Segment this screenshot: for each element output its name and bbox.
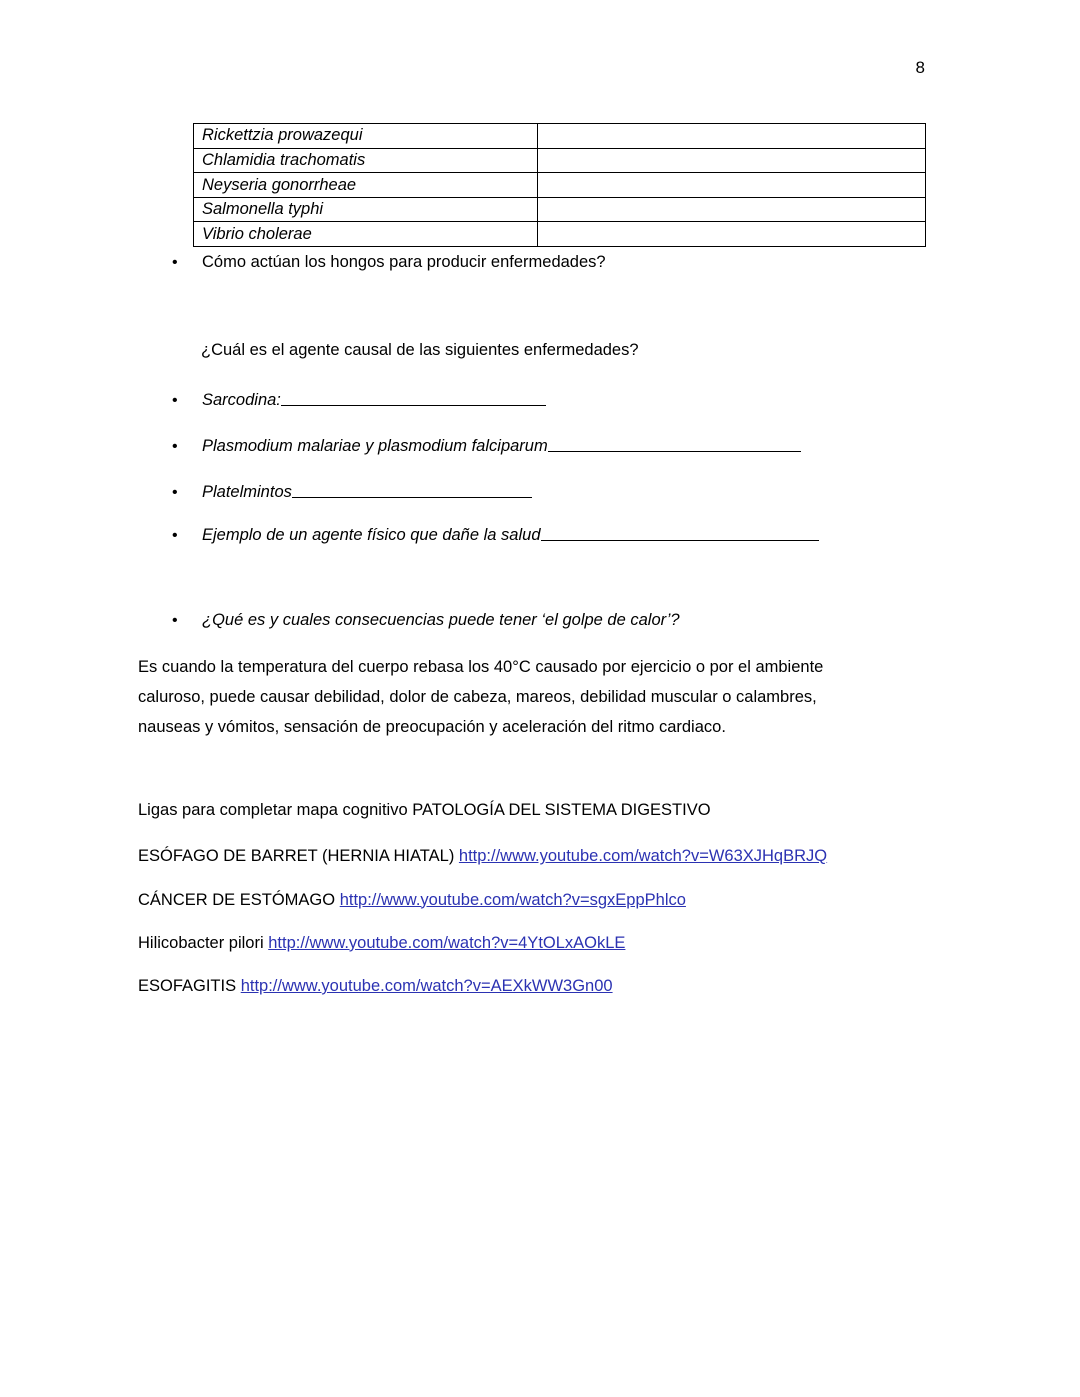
fill-in-label: Ejemplo de un agente físico que dañe la salud xyxy=(202,526,541,544)
fill-in-blank[interactable] xyxy=(548,435,801,452)
question-fungi xyxy=(172,251,606,274)
question-heat-stroke-text: ¿Qué es y cuales consecuencias puede tener ‘el golpe de calor’? xyxy=(202,611,680,629)
organism-answer-cell[interactable] xyxy=(538,124,926,149)
table-row xyxy=(194,222,926,247)
table-row xyxy=(194,124,926,149)
links-section xyxy=(138,799,938,997)
link-label: ESÓFAGO DE BARRET (HERNIA HIATAL) xyxy=(138,847,459,866)
organism-name-cell: Vibrio cholerae xyxy=(194,222,538,247)
organism-answer-cell[interactable] xyxy=(538,173,926,198)
fill-in-label: Sarcodina: xyxy=(202,391,281,409)
question-fungi-text: Cómo actúan los hongos para producir enfermedades? xyxy=(202,253,606,271)
link-url[interactable]: http://www.youtube.com/watch?v=W63XJHqBRJQ xyxy=(458,847,828,866)
fill-in-item-plasmodium xyxy=(172,435,801,458)
organism-name-cell: Salmonella typhi xyxy=(194,197,538,222)
fill-in-item-agente-fisico xyxy=(172,524,819,547)
fill-in-blank[interactable] xyxy=(541,524,819,541)
bullet-icon xyxy=(172,610,202,632)
question-heat-stroke xyxy=(172,609,680,632)
table-row xyxy=(194,197,926,222)
link-row-hilicobacter-pilori xyxy=(138,932,938,954)
link-row-esofagitis xyxy=(138,975,938,997)
organism-name-cell: Rickettzia prowazequi xyxy=(194,124,538,149)
question-causal-agent-prompt: ¿Cuál es el agente causal de las siguientes enfermedades? xyxy=(201,341,639,359)
table-row xyxy=(194,148,926,173)
bullet-icon xyxy=(172,436,202,458)
answer-paragraph: Es cuando la temperatura del cuerpo rebasa los 40°C causado por ejercicio o por el ambiente caluroso, puede causar debilidad, dolor de cabeza, mareos, debilidad muscular o calambres, nauseas y vómitos, sensación de preocupación y aceleración del ritmo cardiaco. xyxy=(138,658,824,736)
links-section-heading: Ligas para completar mapa cognitivo PATOLOGÍA DEL SISTEMA DIGESTIVO xyxy=(138,801,711,819)
fill-in-blank[interactable] xyxy=(281,389,546,406)
fill-in-label: Platelmintos xyxy=(202,483,292,501)
link-row-cancer-de-estomago xyxy=(138,889,938,911)
bullet-icon xyxy=(172,525,202,547)
link-url[interactable]: http://www.youtube.com/watch?v=4YtOLxAOkLE xyxy=(268,933,626,952)
link-label: CÁNCER DE ESTÓMAGO xyxy=(138,890,340,909)
fill-in-blank[interactable] xyxy=(292,481,532,498)
organism-answer-cell[interactable] xyxy=(538,148,926,173)
bullet-icon xyxy=(172,390,202,412)
organism-answer-table xyxy=(193,123,926,247)
bullet-icon xyxy=(172,482,202,504)
link-label: Hilicobacter pilori xyxy=(138,933,269,952)
organism-name-cell: Neyseria gonorrheae xyxy=(194,173,538,198)
organism-name-cell: Chlamidia trachomatis xyxy=(194,148,538,173)
fill-in-item-sarcodina xyxy=(172,389,546,412)
fill-in-item-platelmintos xyxy=(172,481,532,504)
link-row-esofago-de-barret xyxy=(138,845,938,867)
fill-in-label: Plasmodium malariae y plasmodium falciparum xyxy=(202,437,548,455)
organism-answer-cell[interactable] xyxy=(538,222,926,247)
table-row xyxy=(194,173,926,198)
bullet-icon xyxy=(172,252,202,274)
page-number: 8 xyxy=(915,58,925,77)
table-body xyxy=(194,124,926,247)
link-label: ESOFAGITIS xyxy=(138,977,241,996)
link-url[interactable]: http://www.youtube.com/watch?v=AEXkWW3Gn00 xyxy=(240,977,613,996)
organism-answer-cell[interactable] xyxy=(538,197,926,222)
link-url[interactable]: http://www.youtube.com/watch?v=sgxEppPhlco xyxy=(339,890,686,909)
